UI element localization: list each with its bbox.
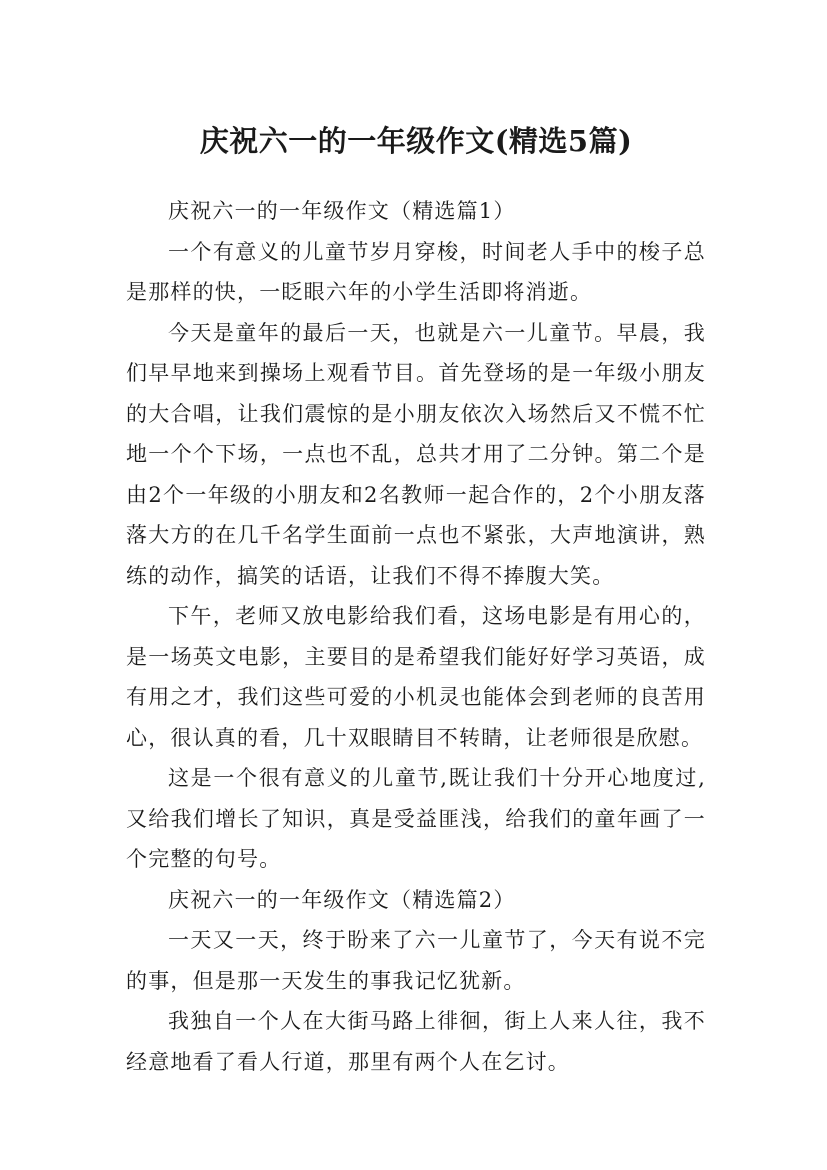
paragraph: 一天又一天，终于盼来了六一儿童节了，今天有说不完的事，但是那一天发生的事我记忆犹新。 — [126, 928, 706, 993]
paragraph: 今天是童年的最后一天，也就是六一儿童节。早晨，我们早早地来到操场上观看节目。首先登场的是一年级小朋友的大合唱，让我们震惊的是小朋友依次入场然后又不慌不忙地一个个下场，一点也不乱，总共才用了二分钟。第二个是由2个一年级的小朋友和2名教师一起合作的，2个小朋友落落大方的在几千名学生面前一点也不紧张，大声地演讲，熟练的动作，搞笑的话语，让我们不得不捧腹大笑。 — [126, 320, 706, 588]
paragraph: 这是一个很有意义的儿童节,既让我们十分开心地度过,又给我们增长了知识，真是受益匪浅，给我们的童年画了一个完整的句号。 — [126, 766, 706, 871]
paragraph: 一个有意义的儿童节岁月穿梭，时间老人手中的梭子总是那样的快，一眨眼六年的小学生活即将消逝。 — [126, 239, 706, 304]
section-heading: 庆祝六一的一年级作文（精选篇1） — [168, 199, 516, 223]
paragraph: 我独自一个人在大街马路上徘徊，街上人来人往，我不经意地看了看人行道，那里有两个人在乞讨。 — [126, 1009, 706, 1074]
document-body — [126, 191, 706, 1082]
document-title: 庆祝六一的一年级作文(精选5篇) — [199, 124, 633, 159]
section-heading: 庆祝六一的一年级作文（精选篇2） — [168, 887, 516, 912]
paragraph: 下午，老师又放电影给我们看，这场电影是有用心的，是一场英文电影，主要目的是希望我们能好好学习英语，成有用之才，我们这些可爱的小机灵也能体会到老师的良苦用心，很认真的看，几十双眼睛目不转睛，让老师很是欣慰。 — [126, 604, 706, 750]
